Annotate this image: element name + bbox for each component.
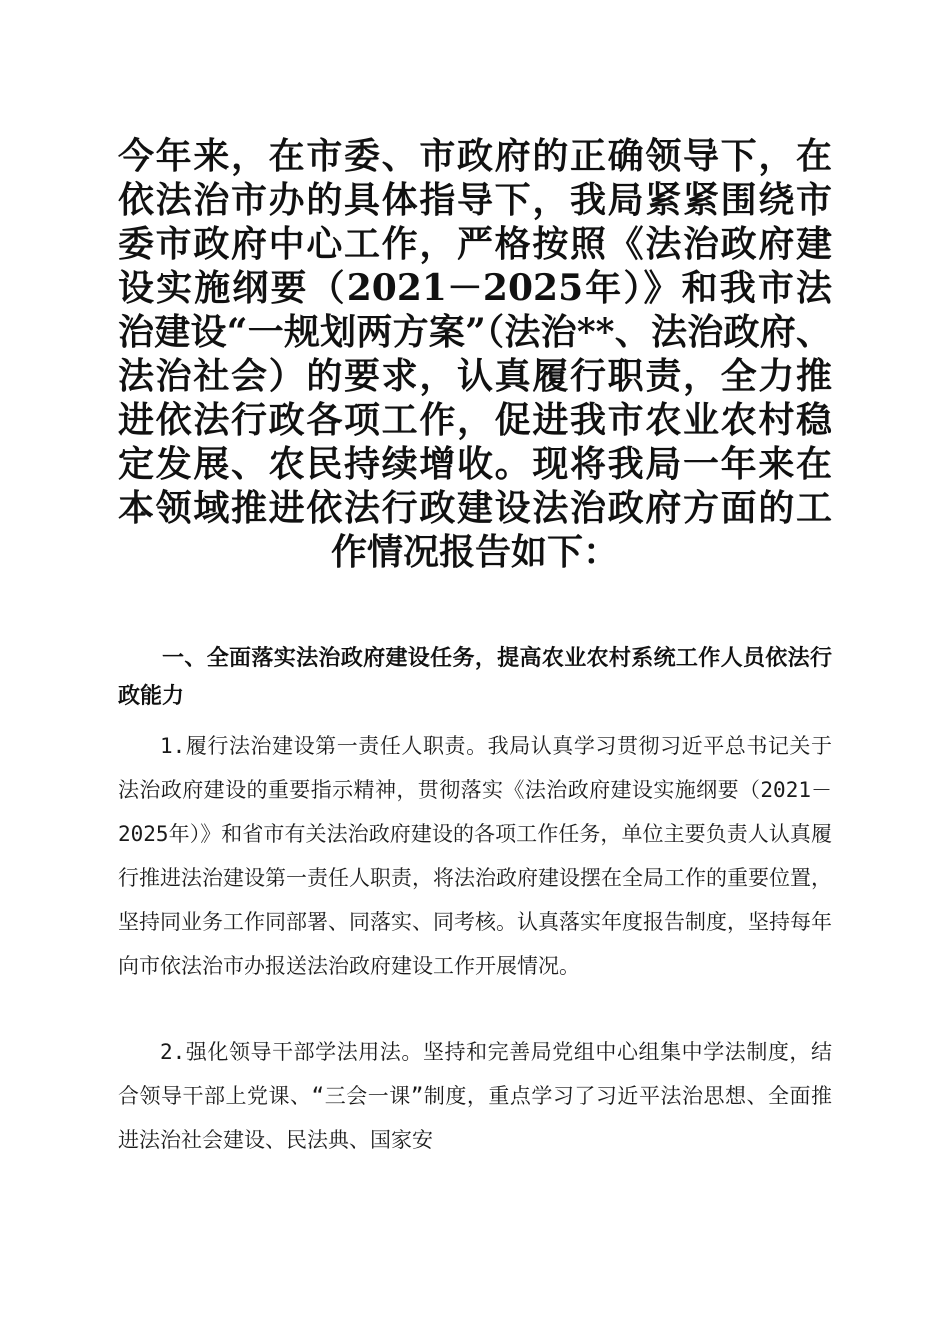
paragraph-2: 2.强化领导干部学法用法。坚持和完善局党组中心组集中学法制度，结合领导干部上党课、“三会一课”制度，重点学习了习近平法治思想、全面推进法治社会建设、民法典、国家安 (118, 1040, 832, 1152)
section-1-heading: 一、全面落实法治政府建设任务，提高农业农村系统工作人员依法行政能力 (118, 646, 832, 709)
paragraph-1: 1.履行法治建设第一责任人职责。我局认真学习贯彻习近平总书记关于法治政府建设的重要指示精神，贯彻落实《法治政府建设实施纲要（2021－2025年）》和省市有关法治政府建设的各项工作任务，单位主要负责人认真履行推进法治建设第一责任人职责，将法治政府建设摆在全局工作的重要位置，坚持同业务工作同部署、同落实、同考核。认真落实年度报告制度，坚持每年向市依法治市办报送法治政府建设工作开展情况。 (118, 734, 832, 978)
report-intro-heading: 今年来，在市委、市政府的正确领导下，在依法治市办的具体指导下，我局紧紧围绕市委市政府中心工作，严格按照《法治政府建设实施纲要（2021－2025年）》和我市法治建设“一规划两方案”（法治**、法治政府、法治社会）的要求，认真履行职责，全力推进依法行政各项工作，促进我市农业农村稳定发展、农民持续增收。现将我局一年来在本领域推进依法行政建设法治政府方面的工作情况报告如下： (118, 135, 832, 573)
